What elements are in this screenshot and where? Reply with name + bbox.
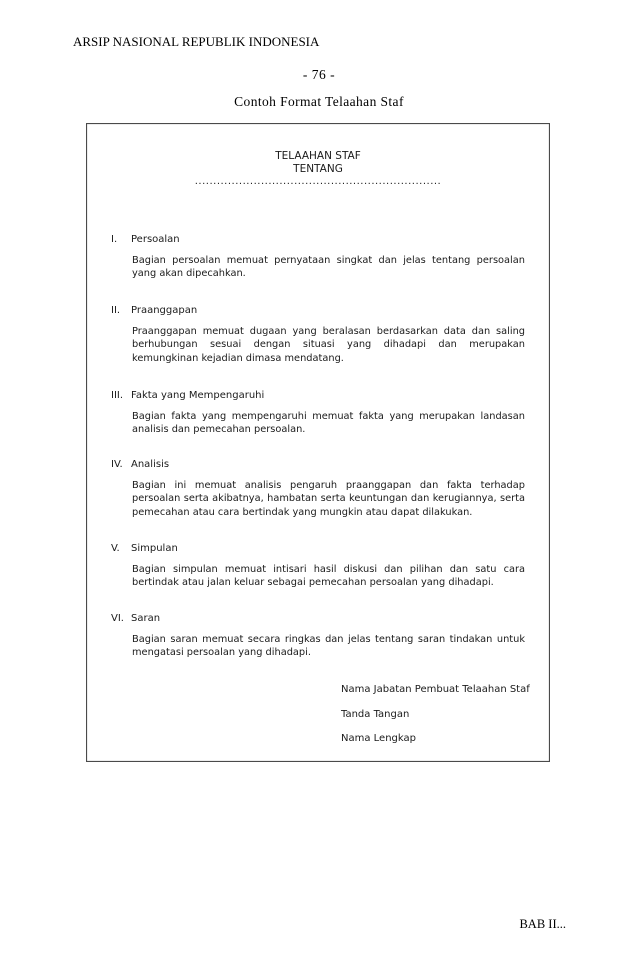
section-body: Bagian persoalan memuat pernyataan singkat dan jelas tentang persoalan yang akan dipecahkan. bbox=[132, 255, 525, 280]
section-title: Simpulan bbox=[131, 543, 178, 554]
section-title: Persoalan bbox=[131, 234, 180, 245]
section-body: Praanggapan memuat dugaan yang beralasan berdasarkan data dan saling berhubungan sesuai dengan situasi yang dihadapi dan merupakan kemungkinan kejadian dimasa mendatang. bbox=[132, 326, 525, 364]
section-fakta bbox=[111, 390, 525, 437]
section-praanggapan bbox=[111, 305, 525, 365]
section-number: I. bbox=[111, 234, 118, 245]
section-number: II. bbox=[111, 305, 121, 316]
section-heading bbox=[111, 543, 525, 557]
section-heading bbox=[111, 390, 525, 404]
section-title: Praanggapan bbox=[131, 305, 198, 316]
signature-sign: Tanda Tangan bbox=[341, 709, 410, 720]
telaahan-staf-template bbox=[87, 124, 549, 761]
section-number: V. bbox=[111, 543, 120, 554]
subject-blank-line: ................................................................... bbox=[194, 176, 442, 187]
signature-name: Nama Lengkap bbox=[341, 733, 416, 744]
section-body: Bagian ini memuat analisis pengaruh praanggapan dan fakta terhadap persoalan serta akibatnya, hambatan serta keuntungan dan kerugiannya, serta pemecahan atau cara bertindak yang mungkin atau dapat dilakukan. bbox=[132, 480, 525, 518]
section-simpulan bbox=[111, 543, 525, 590]
figure-caption: Contoh Format Telaahan Staf bbox=[234, 94, 404, 109]
section-heading bbox=[111, 459, 525, 473]
footer-continuation: BAB II... bbox=[519, 917, 566, 931]
section-body: Bagian fakta yang mempengaruhi memuat fakta yang merupakan landasan analisis dan pemecahan persoalan. bbox=[132, 411, 525, 436]
document-title: TELAAHAN STAF bbox=[275, 150, 361, 162]
page-number: - 76 - bbox=[302, 67, 336, 82]
section-heading bbox=[111, 613, 525, 627]
section-title: Fakta yang Mempengaruhi bbox=[131, 390, 265, 401]
section-analisis bbox=[111, 459, 525, 519]
section-saran bbox=[111, 613, 525, 660]
document-sample-frame bbox=[86, 123, 550, 762]
document-subtitle: TENTANG bbox=[293, 163, 343, 175]
header-institution: ARSIP NASIONAL REPUBLIK INDONESIA bbox=[73, 34, 320, 49]
section-heading bbox=[111, 305, 525, 319]
section-body: Bagian simpulan memuat intisari hasil diskusi dan pilihan dan satu cara bertindak atau jalan keluar sebagai pemecahan persoalan yang dihadapi. bbox=[132, 564, 525, 589]
signature-position: Nama Jabatan Pembuat Telaahan Staf bbox=[341, 684, 530, 695]
section-persoalan bbox=[111, 234, 525, 281]
section-heading bbox=[111, 234, 525, 248]
section-title: Analisis bbox=[131, 459, 170, 470]
section-title: Saran bbox=[131, 613, 161, 624]
document-title-block bbox=[87, 150, 549, 176]
section-number: VI. bbox=[111, 613, 124, 624]
section-body: Bagian saran memuat secara ringkas dan jelas tentang saran tindakan untuk mengatasi persoalan yang dihadapi. bbox=[132, 634, 525, 659]
section-number: III. bbox=[111, 390, 124, 401]
section-number: IV. bbox=[111, 459, 123, 470]
